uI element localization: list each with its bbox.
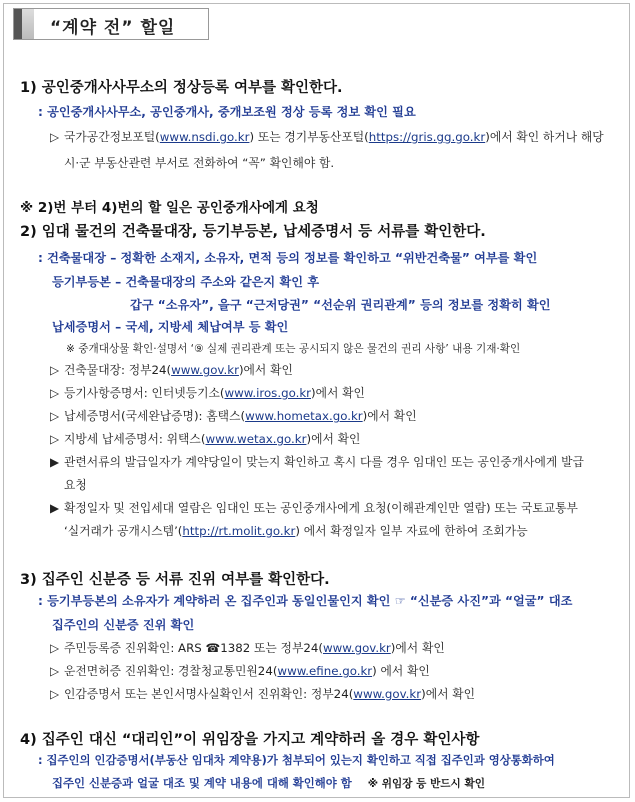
- iros-link[interactable]: www.iros.go.kr: [224, 386, 312, 400]
- section-2-filled-1: ▶ 관련서류의 발급일자가 계약당일이 맞는지 확인하고 혹시 다를 경우 임대인 또는 공인중개사에게 발급: [50, 455, 584, 469]
- wetax-link[interactable]: www.wetax.go.kr: [205, 432, 307, 446]
- section-4-bullet-2: 집주인 신분증과 얼굴 대조 및 계약 내용에 대해 확인해야 함 ※ 위임장 등 반드시 확인: [52, 776, 485, 790]
- hollow-triangle-icon: ▷: [50, 363, 60, 377]
- filled-triangle-icon: ▶: [50, 455, 60, 469]
- section-1-item-cont: 시·군 부동산관련 부서로 전화하여 “꼭” 확인해야 함.: [64, 156, 335, 170]
- gris-link[interactable]: https://gris.gg.go.kr: [368, 130, 486, 144]
- hollow-triangle-icon: ▷: [50, 641, 60, 655]
- section-2-row-1: ▷ 건축물대장: 정부24(www.gov.kr)에서 확인: [50, 363, 293, 377]
- gov-link[interactable]: www.gov.kr: [322, 641, 391, 655]
- gov-link[interactable]: www.gov.kr: [171, 363, 239, 377]
- section-1-item: ▷ 국가공간정보포털(www.nsdi.go.kr) 또는 경기부동산포털(https://gris.gg.go.kr)에서 확인 하거나 해당: [50, 130, 604, 144]
- filled-triangle-icon: ▶: [50, 501, 60, 515]
- section-4-heading: 4) 집주인 대신 “대리인”이 위임장을 가지고 계약하러 올 경우 확인사항: [20, 732, 480, 748]
- section-3-row-1: ▷ 주민등록증 진위확인: ARS ☎1382 또는 정부24(www.gov.kr)에서 확인: [50, 641, 445, 655]
- hollow-triangle-icon: ▷: [50, 130, 60, 144]
- title-accent-shade: [22, 9, 34, 39]
- molit-link[interactable]: http://rt.molit.go.kr: [182, 524, 296, 538]
- section-1-summary: : 공인중개사사무소, 공인중개사, 중개보조원 정상 등록 정보 확인 필요: [38, 105, 416, 119]
- section-4-bullet-1: : 집주인의 인감증명서(부동산 임대차 계약용)가 첨부되어 있는지 확인하고 직접 집주인과 영상통화하여: [38, 753, 555, 767]
- section-4-note: ※ 위임장 등 반드시 확인: [367, 778, 485, 790]
- section-2-row-3: ▷ 납세증명서(국세완납증명): 홈택스(www.hometax.go.kr)에서 확인: [50, 409, 417, 423]
- hollow-triangle-icon: ▷: [50, 664, 60, 678]
- section-3-bullet-2: 집주인의 신분증 진위 확인: [52, 618, 195, 632]
- section-2-bullet-2: 등기부등본 – 건축물대장의 주소와 같은지 확인 후: [52, 275, 320, 289]
- section-3-row-2: ▷ 운전면허증 진위확인: 경찰청교통민원24(www.efine.go.kr) 에서 확인: [50, 664, 430, 678]
- hollow-triangle-icon: ▷: [50, 432, 60, 446]
- section-2-bullet-3: 갑구 “소유자”, 을구 “근저당권” “선순위 권리관계” 등의 정보를 정확히 확인: [130, 298, 551, 312]
- section-2-row-4: ▷ 지방세 납세증명서: 위택스(www.wetax.go.kr)에서 확인: [50, 432, 361, 446]
- title-box: [13, 8, 209, 40]
- section-1-heading: 1) 공인중개사사무소의 정상등록 여부를 확인한다.: [20, 80, 343, 96]
- hollow-triangle-icon: ▷: [50, 409, 60, 423]
- section-2-small-note: ※ 중개대상물 확인·설명서 ‘⑨ 실제 권리관계 또는 공시되지 않은 물건의 권리 사항’ 내용 기재·확인: [66, 343, 521, 355]
- section-3-row-3: ▷ 인감증명서 또는 본인서명사실확인서 진위확인: 정부24(www.gov.kr)에서 확인: [50, 687, 476, 701]
- section-3-heading: 3) 집주인 신분증 등 서류 진위 여부를 확인한다.: [20, 572, 330, 588]
- nsdi-link[interactable]: www.nsdi.go.kr: [159, 130, 250, 144]
- note-line: ※ 2)번 부터 4)번의 할 일은 공인중개사에게 요청: [20, 200, 319, 216]
- section-2-filled-2: ▶ 확정일자 및 전입세대 열람은 임대인 또는 공인중개사에게 요청(이해관계인만 열람) 또는 국토교통부: [50, 501, 578, 515]
- section-2-row-2: ▷ 등기사항증명서: 인터넷등기소(www.iros.go.kr)에서 확인: [50, 386, 365, 400]
- efine-link[interactable]: www.efine.go.kr: [277, 664, 373, 678]
- hometax-link[interactable]: www.hometax.go.kr: [245, 409, 363, 423]
- section-2-bullet-1: : 건축물대장 – 정확한 소재지, 소유자, 면적 등의 정보를 확인하고 “위반건축물” 여부를 확인: [38, 251, 538, 265]
- section-2-filled-2-cont: ‘실거래가 공개시스템’(http://rt.molit.go.kr) 에서 확정일자 일부 자료에 한하여 조회가능: [64, 524, 528, 538]
- gov-link[interactable]: www.gov.kr: [353, 687, 422, 701]
- section-2-heading: 2) 임대 물건의 건축물대장, 등기부등본, 납세증명서 등 서류를 확인한다.: [20, 224, 486, 240]
- page-title: “계약 전” 할일: [50, 18, 176, 38]
- section-2-bullet-4: 납세증명서 – 국세, 지방세 체납여부 등 확인: [52, 320, 289, 334]
- section-3-bullet-1: : 등기부등본의 소유자가 계약하러 온 집주인과 동일인물인지 확인 ☞ “신분증 사진”과 “얼굴” 대조: [38, 594, 573, 608]
- title-accent-bar: [14, 9, 22, 39]
- hollow-triangle-icon: ▷: [50, 386, 60, 400]
- hollow-triangle-icon: ▷: [50, 687, 60, 701]
- section-2-filled-1-cont: 요청: [64, 478, 87, 492]
